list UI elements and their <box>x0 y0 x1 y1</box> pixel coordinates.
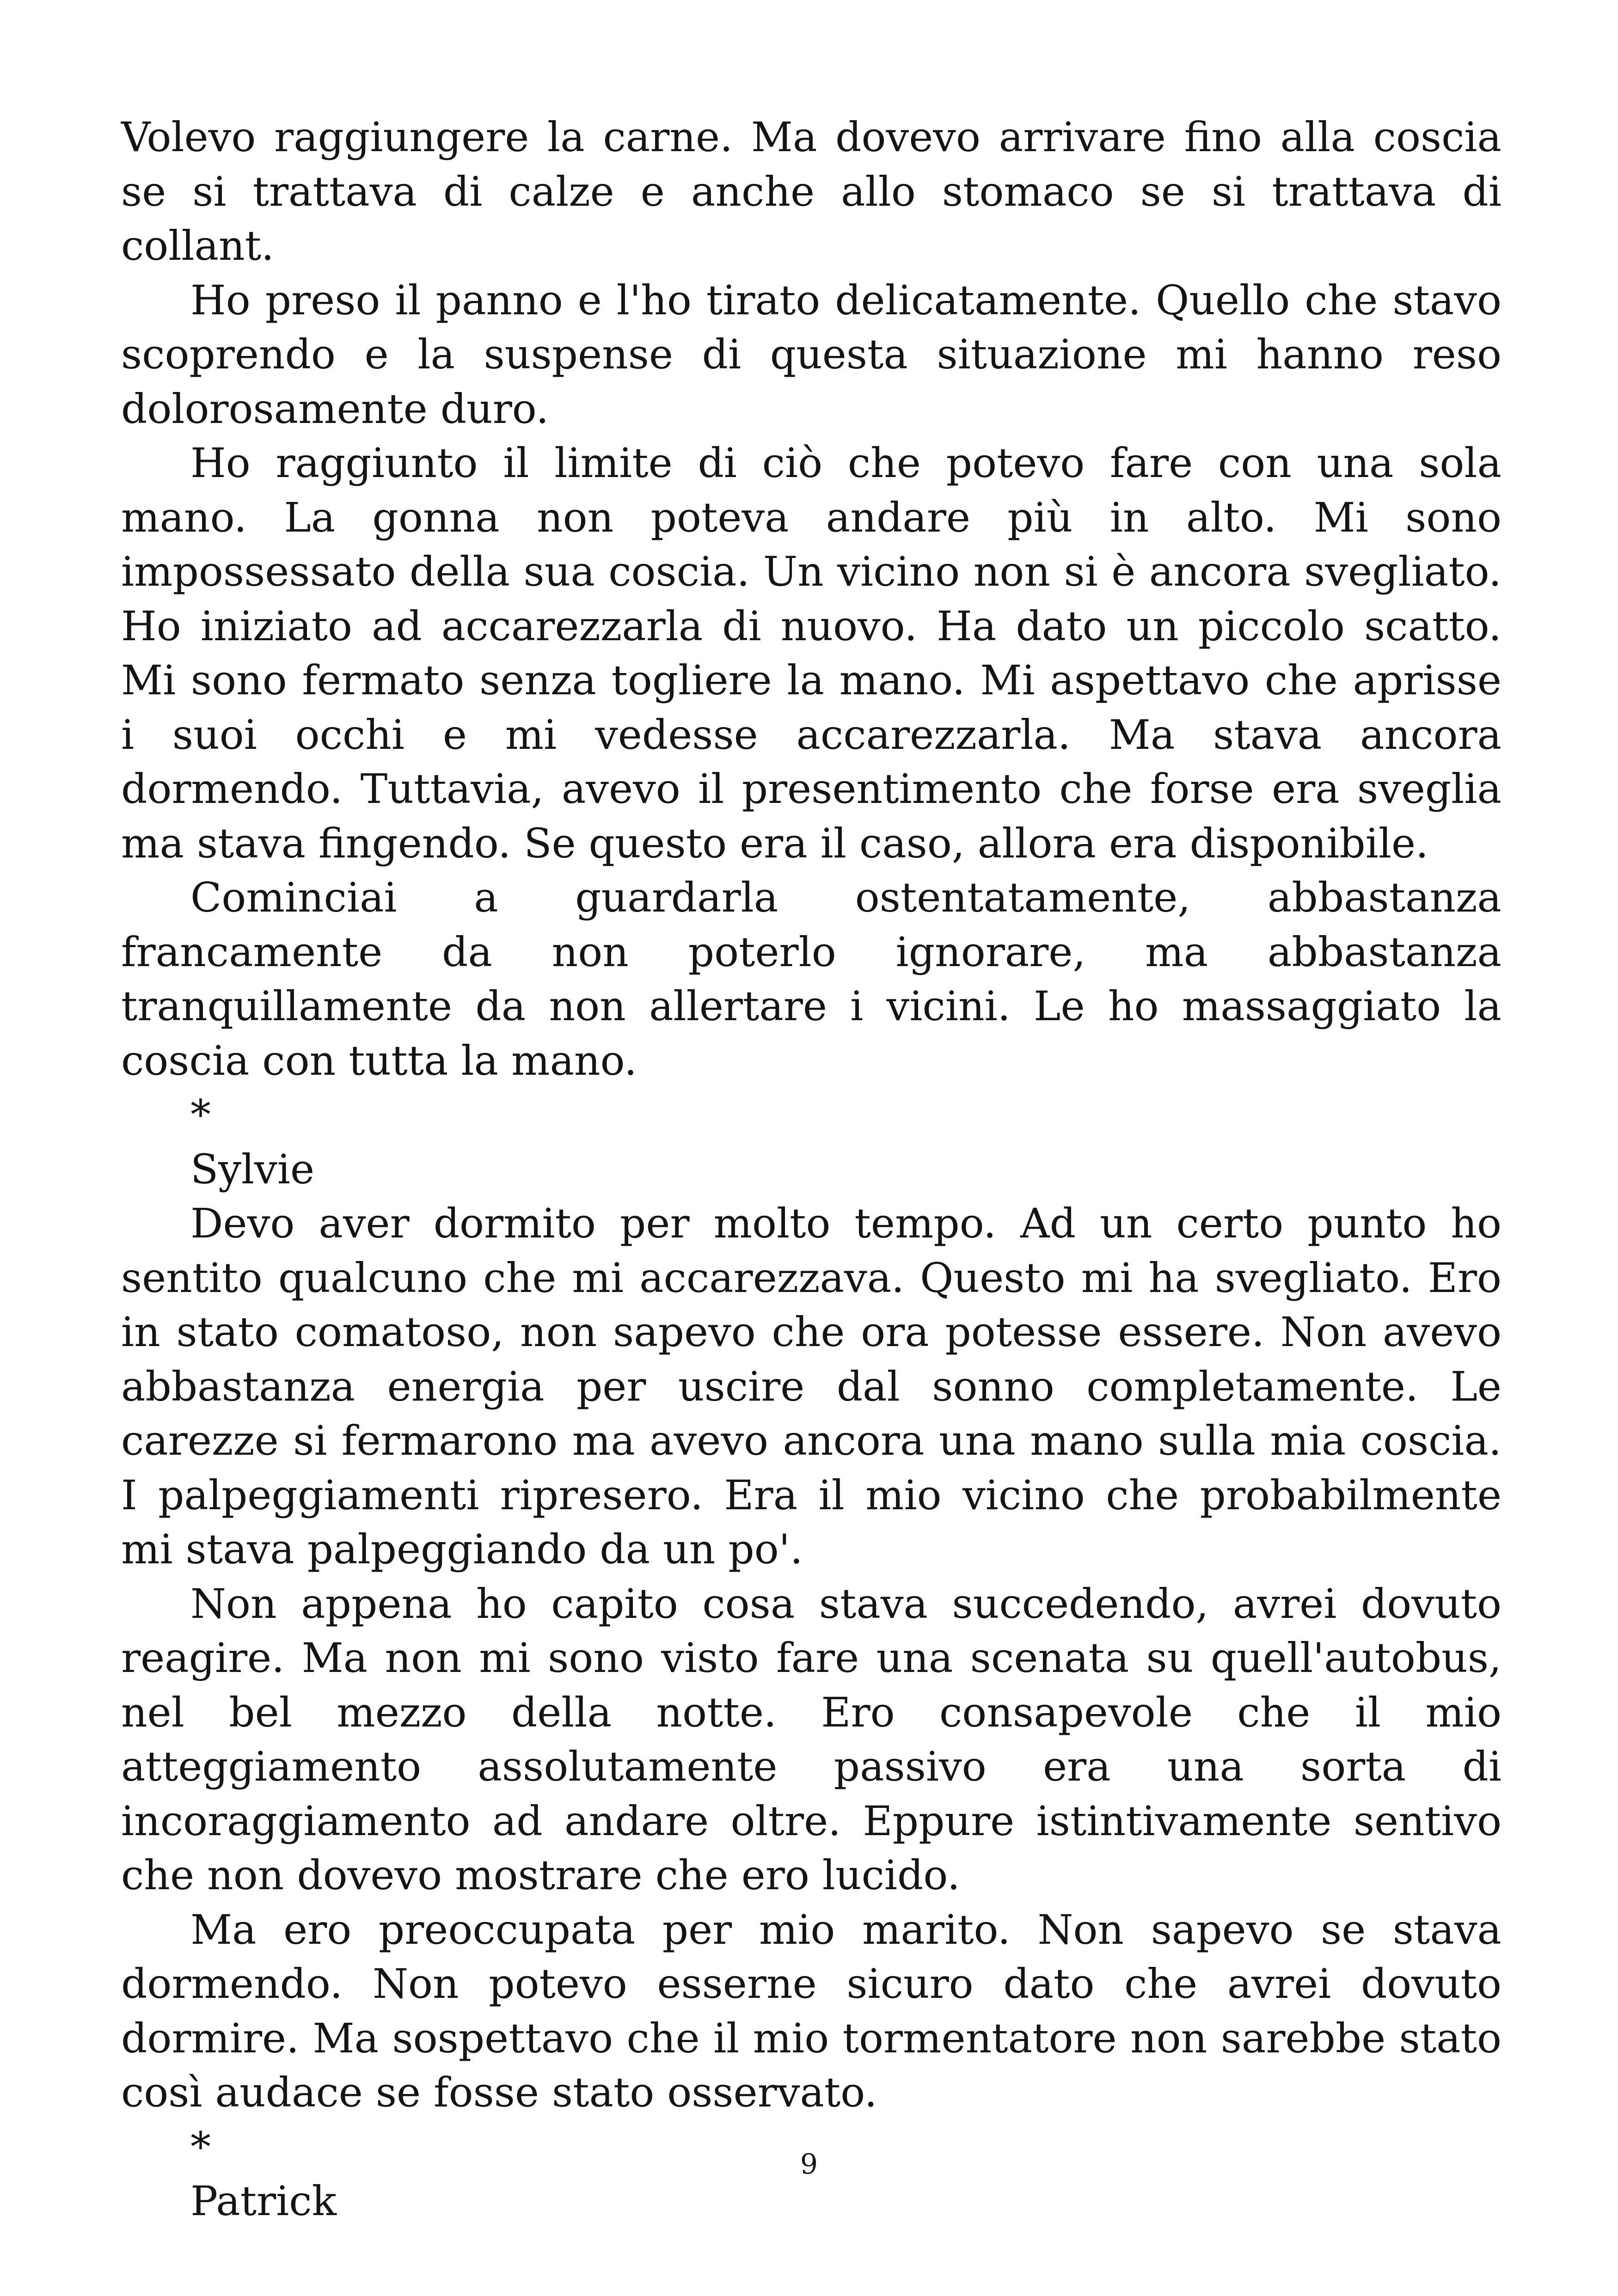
paragraph: Ho raggiunto il limite di ciò che potevo fare con una sola mano. La gonna non poteva andare più in alto. Mi sono impossessato della sua coscia. Un vicino non si è ancora svegliato. Ho iniziato ad accarezzarla di nuovo. Ha dato un piccolo scatto. Mi sono fermato senza togliere la mano. Mi aspettavo che aprisse i suoi occhi e mi vedesse accarezzarla. Ma stava ancora dormendo. Tuttavia, avevo il presentimento che forse era sveglia ma stava fingendo. Se questo era il caso, allora era disponibile. <box>121 439 1502 867</box>
paragraph: Devo aver dormito per molto tempo. Ad un certo punto ho sentito qualcuno che mi accarezzava. Questo mi ha svegliato. Ero in stato comatoso, non sapevo che ora potesse essere. Non avevo abbastanza energia per uscire dal sonno completamente. Le carezze si fermarono ma avevo ancora una mano sulla mia coscia. I palpeggiamenti ripresero. Era il mio vicino che probabilmente mi stava palpeggiando da un po'. <box>121 1200 1502 1573</box>
scene-separator: * <box>190 1091 211 1139</box>
section-heading-sylvie: Sylvie <box>190 1145 315 1193</box>
paragraph: Volevo raggiungere la carne. Ma dovevo arrivare fino alla coscia se si trattava di calze e anche allo stomaco se si trattava di collant. <box>121 113 1502 269</box>
paragraph: Ma ero preoccupata per mio marito. Non sapevo se stava dormendo. Non potevo esserne sicuro dato che avrei dovuto dormire. Ma sospettavo che il mio tormentatore non sarebbe stato così audace se fosse stato osservato. <box>121 1905 1502 2116</box>
section-heading-patrick: Patrick <box>190 2177 337 2225</box>
paragraph: Non appena ho capito cosa stava succedendo, avrei dovuto reagire. Ma non mi sono visto fare una scenata su quell'autobus, nel bel mezzo della notte. Ero consapevole che il mio atteggiamento assolutamente passivo era una sorta di incoraggiamento ad andare oltre. Eppure istintivamente sentivo che non dovevo mostrare che ero lucido. <box>121 1580 1502 1899</box>
page-body <box>121 110 1502 2229</box>
page-number: 9 <box>800 2148 818 2180</box>
scene-separator: * <box>190 2123 211 2171</box>
paragraph: Cominciai a guardarla ostentatamente, abbastanza francamente da non poterlo ignorare, ma abbastanza tranquillamente da non allertare i vicini. Le ho massaggiato la coscia con tutta la mano. <box>121 874 1502 1084</box>
paragraph: Ho preso il panno e l'ho tirato delicatamente. Quello che stavo scoprendo e la suspense di questa situazione mi hanno reso dolorosamente duro. <box>121 276 1502 433</box>
